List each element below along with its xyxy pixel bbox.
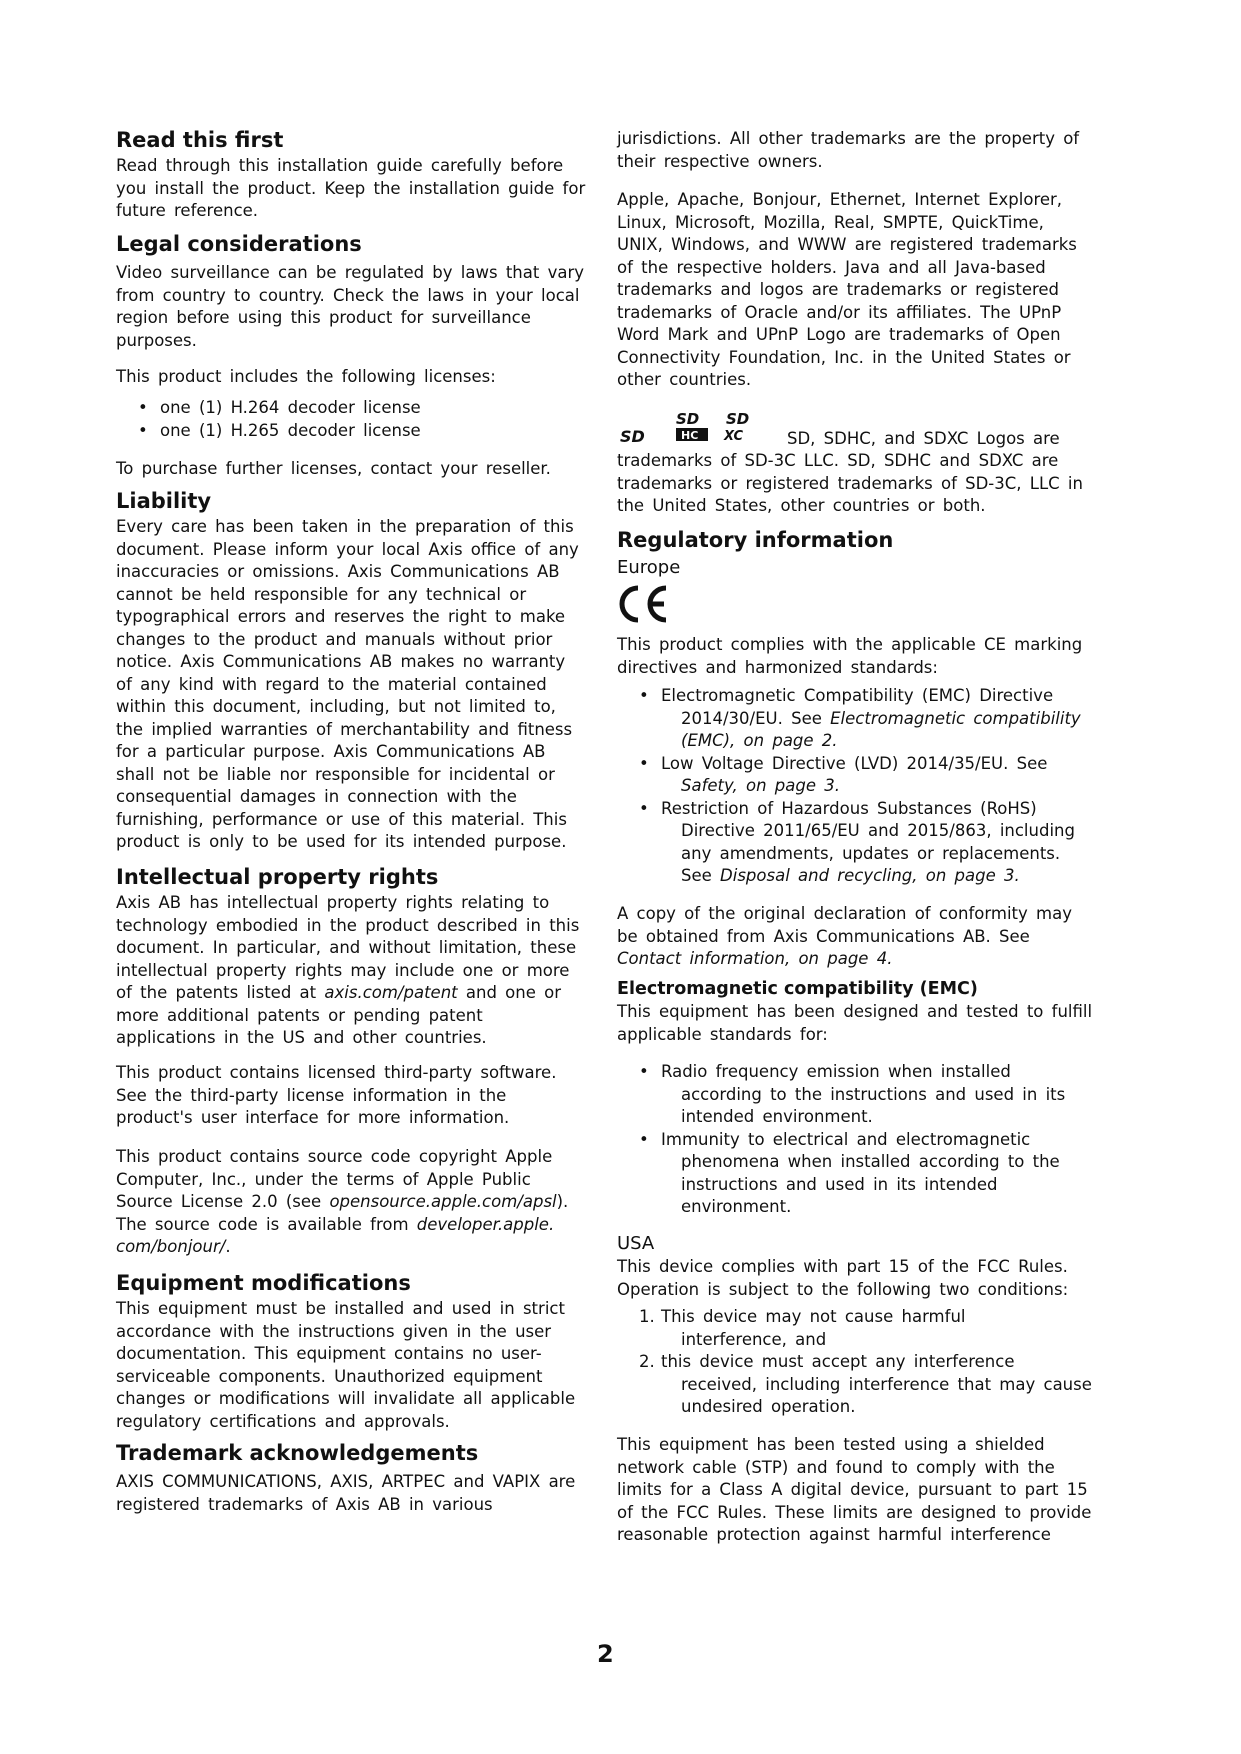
text-run: within this document, including, but not limited to, (116, 697, 556, 716)
sd-paragraph (617, 450, 1083, 518)
bullet-icon: • (639, 1062, 649, 1081)
text-run: any amendments, updates or replacements. (681, 843, 1061, 863)
text-line (617, 1106, 1065, 1129)
text-line (617, 1306, 1092, 1329)
text-line (116, 629, 579, 652)
text-line (116, 420, 421, 443)
text-line (617, 1174, 1065, 1197)
text-run: Source License 2.0 (see (116, 1192, 330, 1211)
text-line (617, 212, 1077, 235)
text-line (116, 178, 585, 201)
text-run: shall not be liable nor responsible for incidental or (116, 764, 555, 784)
text-run: Video surveillance can be regulated by laws that vary (116, 263, 585, 282)
text-line (116, 1298, 575, 1321)
sdhc-logo-icon (674, 411, 710, 443)
text-line (116, 719, 579, 742)
heading-read-this-first: Read this first (116, 128, 284, 152)
text-line (617, 128, 1079, 151)
text-run: This equipment has been designed and tested to fulfill (617, 1002, 1093, 1021)
text-run: This device may not cause harmful (661, 1307, 966, 1326)
text-run: furnishing, performance or use of this material. This (116, 809, 567, 829)
text-line (116, 892, 579, 915)
ce-intro-paragraph (617, 634, 1082, 679)
text-line (617, 903, 1072, 926)
text-line (617, 1084, 1065, 1107)
emphasized-text: opensource.apple.com/apsl (329, 1192, 557, 1211)
heading-usa: USA (617, 1233, 655, 1254)
text-line (116, 155, 585, 178)
svg-text:SD: SD (620, 429, 645, 443)
text-line (116, 458, 551, 481)
emphasized-text: developer.apple. (416, 1214, 555, 1234)
text-run: received, including interference that may cause (681, 1374, 1092, 1394)
text-run: A copy of the original declaration of conformity may (617, 904, 1072, 923)
text-line (116, 1214, 568, 1237)
text-run: Immunity to electrical and electromagnetic (661, 1129, 1031, 1149)
emphasized-text: Electromagnetic compatibility (830, 708, 1081, 728)
text-run: product's user interface for more information. (116, 1108, 510, 1127)
text-run: typographical errors and reserves the right to make (116, 607, 566, 626)
text-line (116, 809, 579, 832)
heading-equipment-modifications: Equipment modifications (116, 1271, 411, 1295)
heading-europe: Europe (617, 557, 681, 578)
text-line (116, 1321, 575, 1344)
text-line (617, 324, 1077, 347)
text-run: the implied warranties of merchantability and fitness (116, 719, 573, 739)
text-run: cannot be held responsible for any technical or (116, 584, 527, 604)
text-run: See (681, 866, 721, 885)
read-first-paragraph (116, 155, 585, 223)
text-line (617, 234, 1077, 257)
apple-paragraph (116, 1146, 568, 1259)
text-run: jurisdictions. All other trademarks are the property of (617, 129, 1080, 148)
text-run: limits for a Class A digital device, pursuant to part 15 (617, 1480, 1088, 1499)
text-line (116, 1027, 579, 1050)
text-run: registered trademarks of Axis AB in various (116, 1494, 493, 1514)
text-run: trademarks and logos are trademarks or registered (617, 280, 1060, 299)
emc-paragraph (617, 1001, 1092, 1046)
text-line (116, 366, 496, 389)
text-line (116, 1085, 556, 1108)
text-run: AXIS COMMUNICATIONS, AXIS, ARTPEC and VAPIX are (116, 1472, 576, 1491)
text-line (116, 764, 579, 787)
text-run: Computer, Inc., under the terms of Apple Public (116, 1169, 531, 1189)
text-run: accordance with the instructions given in the user (116, 1321, 552, 1341)
heading-regulatory-information: Regulatory information (617, 528, 894, 552)
text-run: product is only to be used for its intended purpose. (116, 832, 567, 851)
text-run: intellectual property rights may include one or more (116, 960, 570, 980)
legal-paragraph (116, 262, 584, 352)
emphasized-text: com/bonjour/ (116, 1237, 226, 1256)
text-run: their respective owners. (617, 151, 823, 171)
text-line (617, 843, 1081, 866)
text-run: of the FCC Rules. These limits are designed to provide (617, 1502, 1092, 1522)
text-line (116, 1005, 579, 1028)
text-line (116, 1471, 575, 1494)
text-line (617, 1129, 1065, 1152)
text-run: future reference. (116, 201, 259, 220)
text-run: Restriction of Hazardous Substances (RoHS) (661, 798, 1037, 818)
text-run: Axis AB has intellectual property rights relating to (116, 893, 550, 912)
text-line (116, 674, 579, 697)
text-run: document. In particular, and without limitation, these (116, 938, 577, 957)
text-run: purposes. (116, 330, 197, 350)
text-line (617, 473, 1083, 496)
text-line (116, 285, 584, 308)
text-line (116, 516, 579, 539)
text-run: trademarks of SD-3C LLC. SD, SDHC and SDXC are (617, 451, 1059, 470)
text-line (617, 1479, 1091, 1502)
text-line (617, 1061, 1065, 1084)
text-run: undesired operation. (681, 1397, 856, 1416)
text-run: The source code is available from (116, 1214, 417, 1234)
text-line (116, 1191, 568, 1214)
text-run: inaccuracies or omissions. Axis Communications AB (116, 562, 560, 581)
text-line (617, 1351, 1092, 1374)
text-run: Connectivity Foundation, Inc. in the United States or (617, 347, 1071, 367)
text-run: instructions and used in its intended (681, 1174, 998, 1194)
licenses-list (116, 397, 421, 442)
text-run: documentation. This equipment contains no user- (116, 1344, 542, 1363)
text-line (116, 831, 579, 854)
text-run: ). (556, 1192, 569, 1211)
text-line (617, 657, 1082, 680)
text-run: trademarks of Oracle and/or its affiliates. The UPnP (617, 302, 1062, 322)
text-line (617, 1024, 1092, 1047)
bullet-icon: • (138, 420, 148, 440)
text-line (617, 1434, 1091, 1457)
emphasized-text: Disposal and recycling, on page 3. (720, 866, 1020, 885)
emphasized-text: (EMC), on page 2. (681, 731, 838, 750)
text-run: according to the instructions and used in its (681, 1084, 1066, 1104)
text-run: document. Please inform your local Axis office of any (116, 539, 579, 559)
text-line (617, 495, 1083, 518)
heading-intellectual-property: Intellectual property rights (116, 865, 439, 889)
text-run: trademarks or registered trademarks of SD-3C, LLC in (617, 473, 1083, 493)
text-run: other countries. (617, 370, 752, 389)
sdxc-logo-icon (722, 411, 762, 443)
emc-list (617, 1061, 1065, 1219)
text-line (116, 960, 579, 983)
fcc-paragraph (617, 1434, 1091, 1547)
text-run: This equipment has been tested using a shielded (617, 1435, 1045, 1454)
text-line (116, 741, 579, 764)
text-run: consequential damages in connection with the (116, 787, 517, 806)
text-line (617, 1502, 1091, 1525)
text-run: you install the product. Keep the installation guide for (116, 178, 586, 198)
text-line (116, 1169, 568, 1192)
text-run: Read through this installation guide carefully before (116, 156, 564, 175)
text-run: more additional patents or pending patent (116, 1005, 483, 1025)
text-line (617, 753, 1081, 776)
svg-text:SD: SD (726, 411, 750, 428)
usa-paragraph (617, 1256, 1068, 1301)
text-line (116, 307, 584, 330)
text-run: This device complies with part 15 of the FCC Rules. (617, 1257, 1068, 1276)
text-line (116, 1062, 556, 1085)
text-run: phenomena when installed according to the (681, 1152, 1060, 1171)
text-line (617, 685, 1081, 708)
equipment-paragraph (116, 1298, 575, 1433)
text-run: technology embodied in the product described in this (116, 915, 580, 935)
text-run: Directive 2011/65/EU and 2015/863, including (681, 821, 1075, 840)
heading-liability: Liability (116, 489, 212, 513)
text-line (617, 1457, 1091, 1480)
text-run: 2014/30/EU. See (681, 708, 831, 728)
text-run: Low Voltage Directive (LVD) 2014/35/EU. See (661, 753, 1048, 773)
licenses-intro (116, 366, 496, 389)
svg-text:SD: SD (676, 411, 700, 428)
text-line (116, 539, 579, 562)
text-line (617, 948, 1072, 971)
text-run: intended environment. (681, 1107, 873, 1126)
text-run: Radio frequency emission when installed (661, 1062, 1011, 1081)
bullet-icon: • (138, 398, 148, 417)
text-run: one (1) H.264 decoder license (160, 398, 421, 417)
text-run: Word Mark and UPnP Logo are trademarks of Open (617, 325, 1061, 344)
text-line (617, 1256, 1068, 1279)
text-line (617, 865, 1081, 888)
text-run: applications in the US and other countries. (116, 1028, 487, 1047)
text-line (617, 1329, 1092, 1352)
text-line (116, 330, 584, 353)
liability-paragraph (116, 516, 579, 854)
text-line (617, 257, 1077, 280)
text-line (116, 606, 579, 629)
trademark-paragraph (116, 1471, 575, 1516)
list-number: 1. (639, 1307, 655, 1326)
text-line (617, 798, 1081, 821)
text-run: This product contains licensed third-party software. (116, 1063, 557, 1082)
text-line (617, 1374, 1092, 1397)
text-run: Electromagnetic Compatibility (EMC) Directive (661, 686, 1054, 705)
text-run: UNIX, Windows, and WWW are registered trademarks (617, 235, 1077, 254)
directives-list (617, 685, 1081, 888)
text-line (617, 1279, 1068, 1302)
text-line (617, 730, 1081, 753)
text-run: This product includes the following licenses: (116, 367, 496, 386)
text-line (617, 775, 1081, 798)
text-run: This product complies with the applicable CE marking (617, 635, 1083, 654)
text-run: be obtained from Axis Communications AB. See (617, 926, 1030, 946)
sd-logos (620, 411, 762, 443)
bullet-icon: • (639, 753, 649, 773)
text-line (617, 347, 1077, 370)
ip-paragraph (116, 892, 579, 1050)
purchase-paragraph (116, 458, 551, 481)
sd-text-first-line: SD, SDHC, and SDXC Logos are (787, 429, 1060, 448)
ce-mark-icon (616, 584, 672, 628)
emphasized-text: axis.com/patent (324, 983, 458, 1002)
text-line (116, 1343, 575, 1366)
text-run: applicable standards for: (617, 1024, 828, 1044)
text-line (116, 1366, 575, 1389)
text-run: this device must accept any interference (661, 1352, 1015, 1371)
text-line (116, 584, 579, 607)
text-line (116, 262, 584, 285)
text-run: . (225, 1237, 231, 1256)
text-line (116, 937, 579, 960)
emphasized-text: Contact information, on page 4. (617, 949, 893, 968)
text-line (116, 1236, 568, 1259)
text-line (617, 634, 1082, 657)
text-line (617, 926, 1072, 949)
text-line (116, 561, 579, 584)
text-run: reasonable protection against harmful interference (617, 1525, 1051, 1544)
text-run: interference, and (681, 1329, 827, 1349)
text-line (116, 1388, 575, 1411)
text-run: Every care has been taken in the preparation of this (116, 517, 574, 536)
text-line (617, 1524, 1091, 1547)
text-line (617, 1151, 1065, 1174)
text-line (116, 200, 585, 223)
text-run: serviceable components. Unauthorized equipment (116, 1366, 543, 1386)
bullet-icon: • (639, 686, 649, 705)
text-line (617, 450, 1083, 473)
text-line (116, 397, 421, 420)
text-line (116, 982, 579, 1005)
heading-legal-considerations: Legal considerations (116, 232, 362, 256)
text-run: of the patents listed at (116, 983, 325, 1002)
text-line (617, 1001, 1092, 1024)
text-run: one (1) H.265 decoder license (160, 420, 421, 440)
text-run: This product contains source code copyright Apple (116, 1147, 553, 1166)
text-run: Apple, Apache, Bonjour, Ethernet, Internet Explorer, (617, 190, 1063, 209)
page-number: 2 (597, 1640, 614, 1668)
text-line (617, 1396, 1092, 1419)
text-line (116, 1107, 556, 1130)
text-line (617, 151, 1079, 174)
sd-logo-icon (620, 429, 662, 443)
text-line (617, 302, 1077, 325)
text-line (116, 1411, 575, 1434)
text-line (617, 1196, 1065, 1219)
text-run: directives and harmonized standards: (617, 657, 938, 677)
text-line (617, 708, 1081, 731)
text-line (116, 786, 579, 809)
text-run: regulatory certifications and approvals. (116, 1411, 450, 1431)
text-run: Operation is subject to the following two conditions: (617, 1279, 1069, 1299)
svg-text:XC: XC (724, 429, 744, 443)
third-party-paragraph (116, 1062, 556, 1130)
text-run: changes or modifications will invalidate all applicable (116, 1389, 576, 1408)
text-line (617, 279, 1077, 302)
text-run: changes to the product and manuals without prior (116, 629, 553, 649)
bullet-icon: • (639, 798, 649, 818)
heading-emc: Electromagnetic compatibility (EMC) (617, 979, 978, 999)
text-run: Linux, Microsoft, Mozilla, Real, SMPTE, QuickTime, (617, 212, 1044, 232)
usa-conditions-list (617, 1306, 1092, 1419)
text-run: environment. (681, 1197, 792, 1216)
trademark-continued (617, 128, 1079, 173)
svg-text:HC: HC (681, 429, 699, 442)
text-line (116, 1146, 568, 1169)
heading-trademark-acknowledgements: Trademark acknowledgements (116, 1441, 479, 1465)
text-run: This equipment must be installed and used in strict (116, 1299, 565, 1318)
text-run: network cable (STP) and found to comply with the (617, 1457, 1055, 1477)
text-run: of any kind with regard to the material contained (116, 674, 547, 694)
text-run: region before using this product for surveillance (116, 308, 531, 327)
text-line (116, 651, 579, 674)
text-line (116, 696, 579, 719)
bullet-icon: • (639, 1129, 649, 1149)
text-run: See the third-party license information in the (116, 1085, 507, 1105)
list-number: 2. (639, 1352, 655, 1371)
text-run: the United States, other countries or both. (617, 496, 986, 515)
text-run: for a particular purpose. Axis Communications AB (116, 742, 546, 761)
text-line (617, 820, 1081, 843)
text-run: and one or (457, 983, 561, 1002)
text-run: of the respective holders. Java and all Java-based (617, 257, 1046, 277)
text-line (116, 1494, 575, 1517)
text-run: from country to country. Check the laws in your local (116, 285, 580, 305)
text-line (617, 369, 1077, 392)
text-line (617, 189, 1077, 212)
text-run: notice. Axis Communications AB makes no warranty (116, 652, 566, 671)
emphasized-text: Safety, on page 3. (681, 776, 840, 795)
text-run: To purchase further licenses, contact your reseller. (116, 459, 551, 478)
trademark-list-paragraph (617, 189, 1077, 392)
text-line (116, 915, 579, 938)
declaration-paragraph (617, 903, 1072, 971)
